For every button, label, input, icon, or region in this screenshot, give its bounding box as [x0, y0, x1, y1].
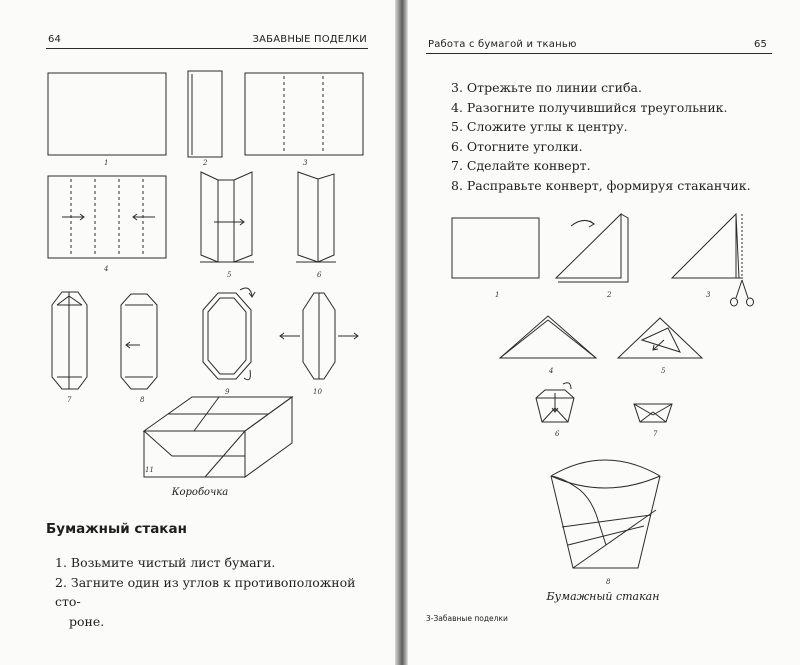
- box-fig-2: [188, 71, 222, 157]
- cup-fig-4: [500, 316, 596, 358]
- box-fig-num-5: 5: [227, 271, 232, 279]
- right-page: [408, 0, 800, 665]
- cup-fig-num-3: 3: [706, 291, 711, 299]
- left-running-title: ЗАБАВНЫЕ ПОДЕЛКИ: [252, 34, 367, 45]
- box-fig-num-8: 8: [140, 396, 145, 404]
- step-4: 4. Разогните получившийся треугольник.: [451, 99, 728, 115]
- left-page: [0, 0, 395, 665]
- step-2-continued: роне.: [69, 613, 105, 629]
- box-fig-7: [52, 292, 87, 389]
- cup-fig-1: [452, 218, 539, 278]
- book-gutter: [395, 0, 408, 665]
- box-fig-6: [296, 172, 336, 262]
- cup-fig-num-2: 2: [607, 291, 612, 299]
- box-fig-3: [245, 73, 363, 155]
- cup-fig-num-6: 6: [555, 430, 560, 438]
- box-fig-8: [121, 294, 157, 389]
- cup-fig-num-8: 8: [606, 578, 611, 586]
- box-caption: Коробочка: [171, 487, 229, 498]
- box-fig-4: [48, 176, 166, 258]
- right-running-title: Работа с бумагой и тканью: [428, 39, 577, 50]
- cup-instruction-figures: [408, 0, 800, 665]
- cup-fig-8: [551, 460, 660, 568]
- box-fig-11: [144, 397, 292, 477]
- box-fig-num-9: 9: [225, 388, 230, 396]
- step-1: 1. Возьмите чистый лист бумаги.: [55, 555, 276, 570]
- box-fig-1: [48, 73, 166, 155]
- box-fig-num-2: 2: [203, 159, 208, 167]
- box-fig-num-7: 7: [67, 396, 72, 404]
- cup-fig-6: [536, 383, 574, 422]
- cup-fig-num-7: 7: [653, 430, 658, 438]
- box-fig-9: [203, 288, 255, 380]
- box-fig-num-11: 11: [145, 466, 154, 474]
- box-fig-num-10: 10: [313, 388, 322, 396]
- step-7: 7. Сделайте конверт.: [451, 158, 591, 173]
- left-page-number: 64: [48, 34, 62, 45]
- box-fig-num-4: 4: [104, 265, 109, 273]
- page-footnote: 3-Забавные поделки: [426, 614, 508, 623]
- cup-fig-2: [556, 214, 628, 282]
- box-fig-num-6: 6: [317, 271, 322, 279]
- box-fig-10: [280, 293, 358, 379]
- box-fig-5: [200, 172, 254, 262]
- cup-fig-num-5: 5: [661, 367, 666, 375]
- cup-caption: Бумажный стакан: [546, 590, 660, 603]
- right-page-number: 65: [754, 39, 768, 50]
- box-fig-num-3: 3: [303, 159, 308, 167]
- step-2: 2. Загните один из углов к противоположной сто-: [55, 574, 356, 609]
- cup-fig-num-1: 1: [495, 291, 500, 299]
- step-6: 6. Отогните уголки.: [451, 138, 583, 154]
- cup-fig-num-4: 4: [549, 367, 554, 375]
- cup-fig-5: [618, 318, 702, 358]
- cup-fig-7: [634, 404, 672, 422]
- cup-fig-3: [672, 214, 754, 306]
- section-heading: Бумажный стакан: [46, 521, 187, 537]
- step-8: 8. Расправьте конверт, формируя стаканчик.: [451, 177, 751, 193]
- left-steps-list: [55, 553, 375, 631]
- step-5: 5. Сложите углы к центру.: [451, 119, 628, 134]
- box-fig-num-1: 1: [104, 159, 109, 167]
- step-3: 3. Отрежьте по линии сгиба.: [451, 80, 642, 95]
